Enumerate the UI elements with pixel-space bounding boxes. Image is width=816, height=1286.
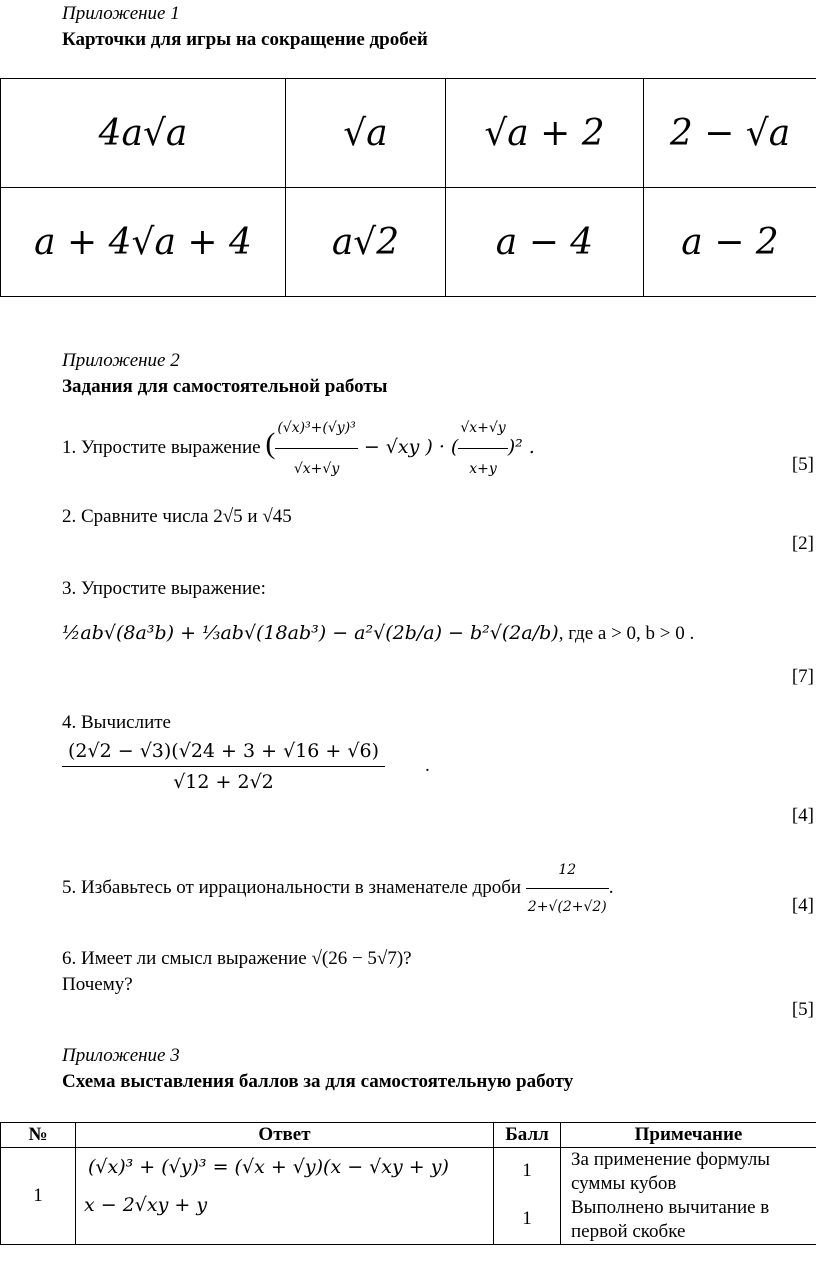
formula-part: )² . bbox=[507, 435, 535, 458]
points: 1 bbox=[522, 1208, 532, 1229]
task-1-score: [5] bbox=[791, 454, 814, 475]
numerator: (√x)³+(√y)³ bbox=[275, 408, 357, 449]
scoring-table bbox=[0, 1122, 816, 1245]
appendix-2-label: Приложение 2 bbox=[62, 350, 180, 371]
card: a + 4√a + 4 bbox=[1, 188, 286, 297]
task-4: 4. Вычислите bbox=[62, 712, 171, 733]
fraction bbox=[62, 736, 385, 797]
card: a − 2 bbox=[644, 188, 816, 297]
denominator: √x+√y bbox=[293, 461, 340, 477]
task-4-formula: $\frac{(2√2 - √3)(√24 + 3 + √16 + √6)}{√12 + 2√2}$ . bbox=[62, 736, 430, 797]
task-1: 1. Упростите выражение ( $\frac{\text{(√x)³+(√y)³}}{√x+√y}$ − √xy ) · ( $\frac{√x+√y}{x+y}$ )² . bbox=[62, 408, 535, 489]
note: Выполнено вычитание в первой скобке bbox=[571, 1197, 770, 1242]
card: a − 4 bbox=[446, 188, 644, 297]
card: √a + 2 bbox=[446, 79, 644, 188]
card: √a bbox=[286, 79, 446, 188]
header-number: № bbox=[1, 1123, 76, 1148]
note-cell bbox=[561, 1148, 816, 1245]
appendix-2-title: Задания для самостоятельной работы bbox=[62, 376, 388, 397]
numerator: (2√2 − √3)(√24 + 3 + √16 + √6) bbox=[62, 736, 385, 767]
row-number: 1 bbox=[1, 1148, 76, 1245]
answer-cell bbox=[76, 1148, 494, 1245]
task-4-score: [4] bbox=[791, 805, 814, 826]
fraction bbox=[458, 408, 507, 489]
denominator: 2+√(2+√2) bbox=[527, 899, 607, 915]
formula: ½ab√(8a³b) + ⅓ab√(18ab³) − a²√(2b/a) − b²√(2a/b) bbox=[62, 622, 559, 644]
task-3-score: [7] bbox=[791, 666, 814, 687]
task-6: 6. Имеет ли смысл выражение √(26 − 5√7)? bbox=[62, 948, 412, 969]
appendix-3-label: Приложение 3 bbox=[62, 1045, 180, 1066]
answer-line: (√x)³ + (√y)³ = (√x + √y)(x − √xy + y) bbox=[88, 1156, 449, 1178]
task-5: 5. Избавьтесь от иррациональности в знаменателе дроби $\frac{12}{2+√(2+√2)}$ . bbox=[62, 852, 614, 925]
card: 2 − √a bbox=[644, 79, 816, 188]
formula-part: − √xy ) · ( bbox=[357, 435, 459, 458]
points-cell bbox=[494, 1148, 561, 1245]
numerator: 12 bbox=[526, 852, 609, 889]
task-3: 3. Упростите выражение: bbox=[62, 578, 266, 599]
task-3-formula bbox=[62, 622, 694, 645]
header-note: Примечание bbox=[561, 1123, 816, 1148]
header-answer: Ответ bbox=[76, 1123, 494, 1148]
appendix-3-title: Схема выставления баллов за для самостоятельную работу bbox=[62, 1071, 574, 1092]
task-text: 5. Избавьтесь от иррациональности в знаменателе дроби bbox=[62, 876, 522, 898]
fraction bbox=[275, 408, 357, 489]
points: 1 bbox=[522, 1160, 532, 1181]
condition: , где a > 0, b > 0 . bbox=[558, 623, 695, 644]
appendix-1-title: Карточки для игры на сокращение дробей bbox=[62, 29, 428, 50]
task-5-score: [4] bbox=[791, 895, 814, 916]
header-points: Балл bbox=[494, 1123, 561, 1148]
task-2-score: [2] bbox=[791, 533, 814, 554]
note: За применение формулы суммы кубов bbox=[571, 1149, 771, 1194]
denominator: x+y bbox=[469, 461, 497, 477]
denominator: √12 + 2√2 bbox=[173, 771, 274, 793]
appendix-1-label: Приложение 1 bbox=[62, 3, 180, 24]
task-6-question: Почему? bbox=[62, 974, 133, 995]
cards-table bbox=[0, 78, 816, 297]
task-2: 2. Сравните числа 2√5 и √45 bbox=[62, 506, 292, 527]
task-6-score: [5] bbox=[791, 999, 814, 1020]
card: a√2 bbox=[286, 188, 446, 297]
answer-line: x − 2√xy + y bbox=[84, 1194, 208, 1216]
fraction bbox=[526, 852, 609, 925]
card: 4a√a bbox=[1, 79, 286, 188]
task-text: 1. Упростите выражение bbox=[62, 436, 261, 458]
numerator: √x+√y bbox=[458, 408, 507, 449]
